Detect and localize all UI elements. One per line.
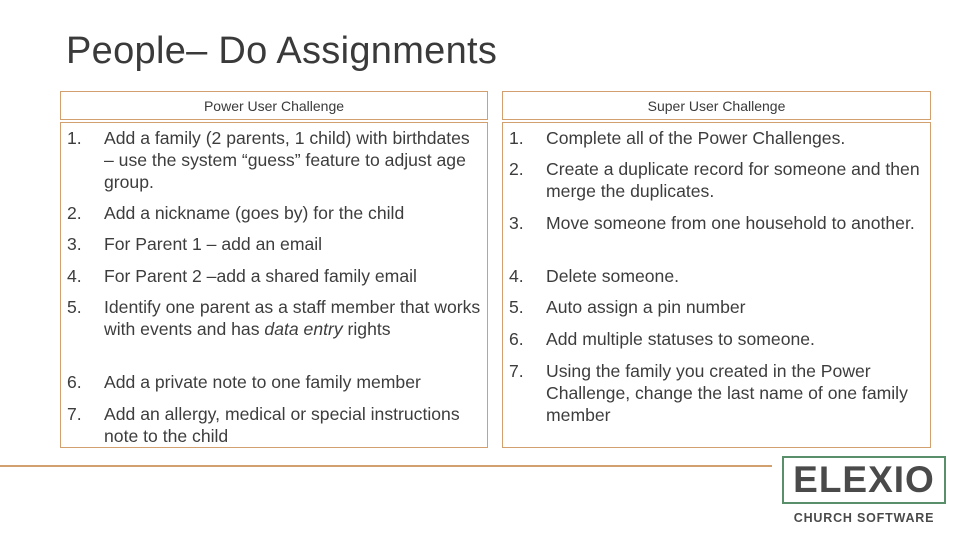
list-item bbox=[503, 158, 924, 202]
slide-title: People– Do Assignments bbox=[66, 30, 498, 72]
item-text: Using the family you created in the Power Challenge, change the last name of one family member bbox=[546, 361, 908, 425]
item-number: 1. bbox=[67, 128, 82, 148]
item-number: 3. bbox=[67, 234, 82, 254]
list-item bbox=[503, 360, 924, 426]
list-item bbox=[61, 296, 481, 340]
list-item bbox=[61, 403, 481, 447]
item-number: 3. bbox=[509, 213, 524, 233]
item-text: Add an allergy, medical or special instructions note to the child bbox=[104, 404, 460, 446]
item-number: 6. bbox=[67, 372, 82, 392]
item-text: Move someone from one household to another. bbox=[546, 213, 915, 233]
item-number: 6. bbox=[509, 329, 524, 349]
power-user-header: Power User Challenge bbox=[60, 91, 488, 120]
item-text: For Parent 1 – add an email bbox=[104, 234, 323, 254]
elexio-logo bbox=[782, 456, 946, 504]
item-text: Add a nickname (goes by) for the child bbox=[104, 203, 405, 223]
item-number: 2. bbox=[67, 203, 82, 223]
item-text: Complete all of the Power Challenges. bbox=[546, 128, 846, 148]
item-number: 5. bbox=[509, 297, 524, 317]
item-number: 4. bbox=[509, 266, 524, 286]
item-text: Add multiple statuses to someone. bbox=[546, 329, 815, 349]
super-user-header: Super User Challenge bbox=[502, 91, 931, 120]
logo-subtitle: CHURCH SOFTWARE bbox=[793, 511, 935, 525]
item-text-part: Identify one parent as a staff member that works with events and has bbox=[104, 297, 481, 339]
item-text: Delete someone. bbox=[546, 266, 680, 286]
item-text: Auto assign a pin number bbox=[546, 297, 746, 317]
item-text-part: rights bbox=[342, 319, 391, 339]
item-text-emphasis: data entry bbox=[264, 319, 343, 339]
list-item bbox=[61, 127, 481, 193]
list-item bbox=[503, 212, 924, 234]
item-number: 5. bbox=[67, 297, 82, 317]
logo-wordmark: ELEXIO bbox=[793, 459, 935, 500]
list-item bbox=[503, 296, 924, 318]
item-number: 7. bbox=[67, 404, 82, 424]
list-item bbox=[61, 202, 481, 224]
list-item bbox=[503, 265, 924, 287]
list-item bbox=[61, 233, 481, 255]
item-text bbox=[104, 296, 481, 340]
footer-divider bbox=[0, 465, 772, 467]
item-text: For Parent 2 –add a shared family email bbox=[104, 266, 417, 286]
power-user-list-box bbox=[60, 122, 488, 448]
item-text: Create a duplicate record for someone and then merge the duplicates. bbox=[546, 159, 920, 201]
item-number: 1. bbox=[509, 128, 524, 148]
item-number: 2. bbox=[509, 159, 524, 179]
item-text: Add a family (2 parents, 1 child) with birthdates – use the system “guess” feature to adjust age group. bbox=[104, 128, 470, 192]
list-item bbox=[503, 127, 924, 149]
item-number: 4. bbox=[67, 266, 82, 286]
list-item bbox=[61, 371, 481, 393]
item-number: 7. bbox=[509, 361, 524, 381]
super-user-list-box bbox=[502, 122, 931, 448]
item-text: Add a private note to one family member bbox=[104, 372, 421, 392]
list-item bbox=[61, 265, 481, 287]
list-item bbox=[503, 328, 924, 350]
